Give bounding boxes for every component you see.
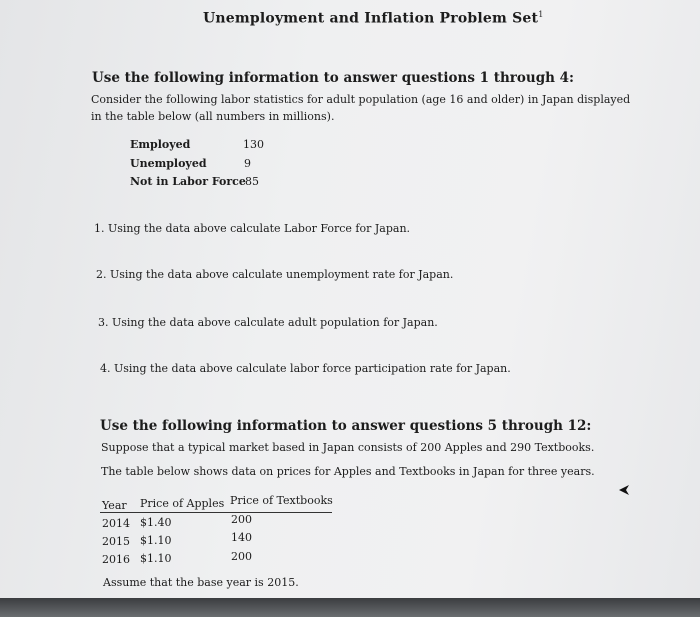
- question-4: 4. Using the data above calculate labor force participation rate for Japan.: [100, 362, 511, 375]
- page-title: Unemployment and Inflation Problem Set$^1$: [203, 10, 544, 27]
- section2-intro-line1: Suppose that a typical market based in Japan consists of 200 Apples and 290 Textbooks.: [101, 441, 595, 454]
- table-cell-textbooks-2016: 200: [231, 550, 252, 563]
- stat-label-unemployed: Unemployed: [130, 157, 207, 170]
- section2-intro-line2: The table below shows data on prices for Apples and Textbooks in Japan for three years.: [101, 465, 595, 478]
- table-header-year: Year: [102, 499, 127, 512]
- table-cell-apples-2014: $1.40: [140, 516, 172, 529]
- section1-intro-line2: in the table below (all numbers in millions).: [91, 110, 335, 123]
- stat-value-employed: 130: [243, 138, 264, 151]
- stat-label-not-in-labor-force: Not in Labor Force: [130, 175, 246, 188]
- section2-heading: Use the following information to answer questions 5 through 12:: [100, 418, 592, 434]
- table-cell-year-2014: 2014: [102, 517, 130, 530]
- table-cell-apples-2016: $1.10: [140, 552, 172, 565]
- page-bottom-shadow: [0, 598, 700, 617]
- question-1: 1. Using the data above calculate Labor Force for Japan.: [94, 222, 411, 235]
- base-year-note: Assume that the base year is 2015.: [103, 576, 299, 589]
- table-cell-textbooks-2014: 200: [231, 513, 252, 526]
- question-3: 3. Using the data above calculate adult population for Japan.: [98, 316, 438, 329]
- section1-intro-line1: Consider the following labor statistics for adult population (age 16 and older) in Japan displayed: [91, 93, 631, 106]
- cursor-arrow-icon: [618, 483, 632, 497]
- table-header-rule: [100, 512, 332, 513]
- section1-heading: Use the following information to answer questions 1 through 4:: [92, 70, 575, 86]
- table-cell-apples-2015: $1.10: [140, 534, 172, 547]
- stat-value-unemployed: 9: [244, 157, 251, 170]
- question-2: 2. Using the data above calculate unemployment rate for Japan.: [96, 268, 454, 281]
- table-header-price-apples: Price of Apples: [140, 497, 225, 510]
- table-header-price-textbooks: Price of Textbooks: [230, 494, 333, 507]
- title-footnote-marker: 1: [538, 10, 544, 19]
- stat-label-employed: Employed: [130, 138, 191, 151]
- table-cell-year-2015: 2015: [102, 535, 130, 548]
- table-cell-year-2016: 2016: [102, 553, 130, 566]
- stat-value-not-in-labor-force: 85: [245, 175, 259, 188]
- table-cell-textbooks-2015: 140: [231, 531, 252, 544]
